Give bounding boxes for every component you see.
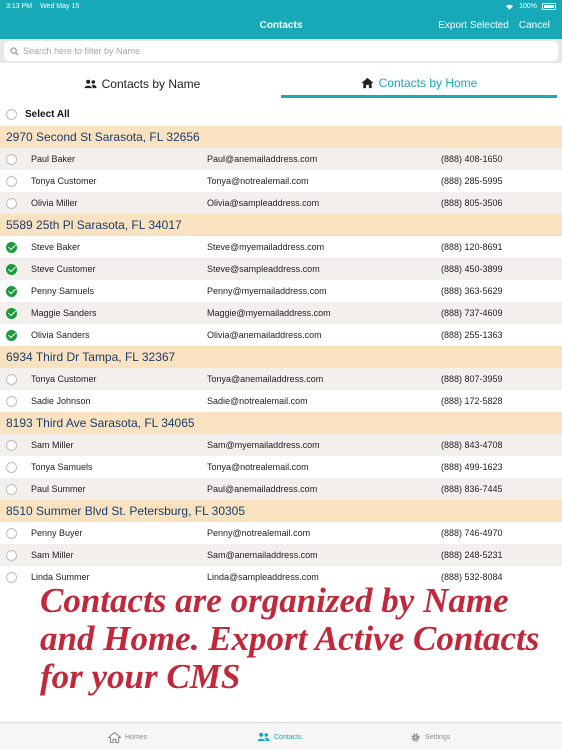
selected-check[interactable] [6, 308, 17, 319]
selected-check[interactable] [6, 242, 17, 253]
battery-percent: 100% [519, 2, 537, 10]
contact-name: Penny Samuels [31, 286, 95, 296]
contact-email: Paul@anemailaddress.com [207, 484, 318, 494]
select-radio[interactable] [6, 462, 17, 473]
contact-phone: (888) 408-1650 [441, 154, 503, 164]
select-radio[interactable] [6, 528, 17, 539]
select-all-radio[interactable] [6, 109, 17, 120]
contact-name: Tonya Customer [31, 374, 97, 384]
contact-email: Tonya@anemailaddress.com [207, 374, 324, 384]
select-radio[interactable] [6, 176, 17, 187]
contact-phone: (888) 532-8084 [441, 572, 503, 582]
contact-email: Tonya@notrealemail.com [207, 462, 309, 472]
contact-row[interactable] [0, 148, 562, 170]
select-radio[interactable] [6, 440, 17, 451]
search-box [4, 41, 558, 61]
cancel-button[interactable]: Cancel [518, 20, 550, 31]
tab-label: Contacts by Home [378, 75, 478, 90]
tab-settings[interactable] [410, 723, 450, 750]
status-bar [0, 0, 562, 12]
contact-name: Steve Baker [31, 242, 81, 252]
people-icon [257, 732, 270, 742]
select-radio[interactable] [6, 484, 17, 495]
select-radio[interactable] [6, 154, 17, 165]
home-icon [361, 77, 374, 89]
contact-phone: (888) 807-3959 [441, 374, 503, 384]
tab-label: Contacts [274, 733, 302, 741]
contact-row[interactable] [0, 478, 562, 500]
tab-contacts-by-name[interactable] [6, 70, 278, 98]
contact-email: Penny@myemailaddress.com [207, 286, 327, 296]
contact-email: Linda@sampleaddress.com [207, 572, 319, 582]
status-date: Wed May 15 [40, 2, 80, 10]
contact-phone: (888) 248-5231 [441, 550, 503, 560]
contact-row[interactable] [0, 522, 562, 544]
wifi-icon [505, 3, 514, 10]
contact-name: Sadie Johnson [31, 396, 91, 406]
contact-row[interactable] [0, 324, 562, 346]
tab-homes[interactable] [108, 723, 147, 750]
contact-list [0, 126, 562, 588]
contact-email: Tonya@notrealemail.com [207, 176, 309, 186]
people-icon [84, 79, 97, 89]
tab-label: Contacts by Name [101, 77, 201, 91]
contact-name: Olivia Miller [31, 198, 78, 208]
contact-phone: (888) 450-3899 [441, 264, 503, 274]
gear-icon [410, 732, 421, 743]
tab-contacts-by-home[interactable] [281, 70, 557, 98]
contact-name: Linda Summer [31, 572, 90, 582]
contact-row[interactable] [0, 170, 562, 192]
tab-label: Homes [125, 733, 148, 741]
contact-phone: (888) 737-4609 [441, 308, 503, 318]
group-header: 5589 25th Pl Sarasota, FL 34017 [0, 214, 562, 236]
tab-contacts[interactable] [257, 723, 302, 750]
contact-row[interactable] [0, 544, 562, 566]
contact-email: Olivia@anemailaddress.com [207, 330, 322, 340]
export-selected-button[interactable]: Export Selected [438, 20, 509, 31]
segment-control [0, 70, 562, 98]
contact-email: Maggie@myemailaddress.com [207, 308, 331, 318]
tab-bar [0, 722, 562, 750]
contact-email: Steve@myemailaddress.com [207, 242, 325, 252]
contact-name: Tonya Customer [31, 176, 97, 186]
contact-phone: (888) 805-3506 [441, 198, 503, 208]
contact-row[interactable] [0, 258, 562, 280]
contact-name: Maggie Sanders [31, 308, 97, 318]
contact-name: Sam Miller [31, 440, 74, 450]
contact-row[interactable] [0, 390, 562, 412]
select-radio[interactable] [6, 198, 17, 209]
contact-phone: (888) 285-5995 [441, 176, 503, 186]
contact-phone: (888) 255-1363 [441, 330, 503, 340]
select-radio[interactable] [6, 572, 17, 583]
group-header: 8193 Third Ave Sarasota, FL 34065 [0, 412, 562, 434]
contact-name: Tonya Samuels [31, 462, 93, 472]
home-icon [108, 732, 121, 743]
contact-name: Steve Customer [31, 264, 96, 274]
contact-phone: (888) 172-5828 [441, 396, 503, 406]
contact-row[interactable] [0, 456, 562, 478]
promo-caption: Contacts are organized by Name and Home. Export Active Contacts for your CMS [40, 581, 540, 696]
contact-phone: (888) 836-7445 [441, 484, 503, 494]
contact-row[interactable] [0, 236, 562, 258]
selected-check[interactable] [6, 264, 17, 275]
battery-icon [542, 3, 556, 10]
contact-name: Penny Buyer [31, 528, 83, 538]
group-header: 2970 Second St Sarasota, FL 32656 [0, 126, 562, 148]
contact-name: Sam Miller [31, 550, 74, 560]
search-bar [0, 39, 562, 63]
contact-email: Penny@notrealemail.com [207, 528, 311, 538]
selected-check[interactable] [6, 286, 17, 297]
search-input[interactable] [23, 46, 523, 56]
group-header: 6934 Third Dr Tampa, FL 32367 [0, 346, 562, 368]
nav-bar [0, 12, 562, 39]
select-all-label: Select All [25, 108, 70, 120]
search-icon [10, 47, 19, 56]
contact-email: Paul@anemailaddress.com [207, 154, 318, 164]
contact-phone: (888) 499-1623 [441, 462, 503, 472]
contact-email: Sam@anemailaddress.com [207, 550, 318, 560]
selected-check[interactable] [6, 330, 17, 341]
contact-phone: (888) 120-8691 [441, 242, 503, 252]
page-title: Contacts [259, 20, 303, 31]
select-radio[interactable] [6, 396, 17, 407]
contact-email: Steve@sampleaddress.com [207, 264, 320, 274]
contact-email: Sam@myemailaddress.com [207, 440, 320, 450]
contact-phone: (888) 746-4970 [441, 528, 503, 538]
select-all-row[interactable] [6, 106, 70, 122]
contact-row[interactable] [0, 280, 562, 302]
group-header: 8510 Summer Blvd St. Petersburg, FL 30305 [0, 500, 562, 522]
contact-row[interactable] [0, 302, 562, 324]
contact-row[interactable] [0, 192, 562, 214]
contact-row[interactable] [0, 434, 562, 456]
contact-name: Olivia Sanders [31, 330, 90, 340]
select-radio[interactable] [6, 550, 17, 561]
status-time: 3:13 PM [6, 2, 33, 10]
contact-phone: (888) 843-4708 [441, 440, 503, 450]
contact-email: Olivia@sampleaddress.com [207, 198, 320, 208]
contact-phone: (888) 363-5629 [441, 286, 503, 296]
contact-row[interactable] [0, 368, 562, 390]
select-radio[interactable] [6, 374, 17, 385]
contact-name: Paul Summer [31, 484, 86, 494]
tab-label: Settings [425, 733, 451, 741]
contact-name: Paul Baker [31, 154, 76, 164]
contact-email: Sadie@notrealemail.com [207, 396, 308, 406]
